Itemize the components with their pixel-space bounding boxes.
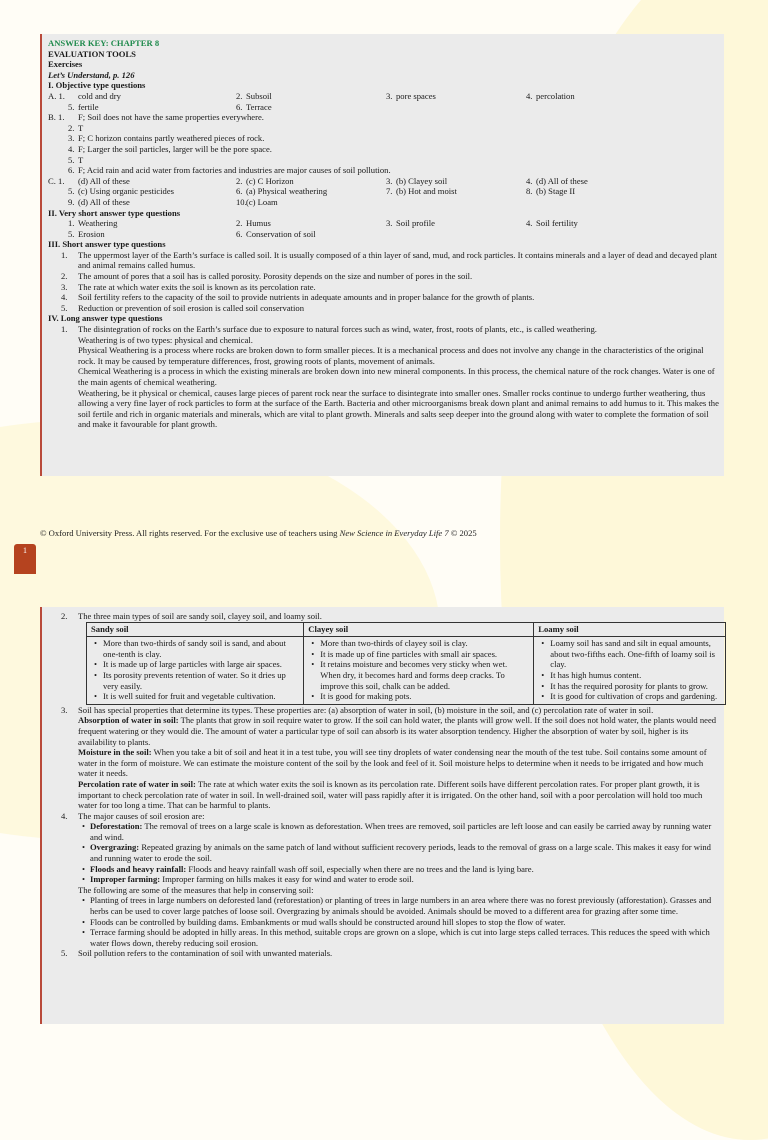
answer-text: Terrace — [246, 101, 272, 112]
answer-number: 8. — [526, 186, 533, 197]
long-answer-1 — [48, 324, 720, 430]
definition: Floods and heavy rainfall wash off soil, especially when there are no trees and the land is lying bare. — [186, 863, 534, 874]
answer-text: (a) Physical weathering — [246, 186, 328, 197]
list-number: 1. — [61, 324, 68, 335]
list-item — [48, 821, 720, 842]
definition: Improper farming on hills makes it easy for wind and water to erode soil. — [160, 874, 414, 885]
answer-text: (c) Loam — [246, 196, 278, 207]
answer-number: 2. — [68, 122, 75, 133]
answer-text: Conservation of soil — [246, 228, 316, 239]
answer-text: The rate at which water exits the soil is known as its percolation rate. — [78, 281, 316, 292]
column-header: Loamy soil — [534, 622, 726, 637]
answer-text: pore spaces — [396, 90, 436, 101]
definition: The rate at which water exits the soil is known as its percolation rate. Different soils have different percolation rates. For proper plant growth, it is important to check percolation rate of water in soil. In well-drained soil, water will pass rapidly after it is irrigated. On the other hand, soil with a poor percolation will hold too much water for too long a time. That can be harmful to plants. — [78, 778, 703, 811]
paragraph: Weathering, be it physical or chemical, causes large pieces of parent rock near the surface to disintegrate into smaller ones. Smaller rocks continue to undergo further weathering, thus allowing a very fine layer of rock particles to form at the surface of the Earth. Bacteria and other microorganisms break down plant and animal remains to add humus to it. This makes the soil fertile and rich in organic materials and minerals, which are vital to plant growth. Minerals and salts seep deeper into the ground along with water to complete the formation of soil and make it favourable for plant growth. — [78, 387, 719, 430]
paragraph: The following are some of the measures that help in conserving soil: — [78, 884, 314, 895]
term: Floods and heavy rainfall: — [90, 863, 187, 874]
answer-number: 3. — [68, 133, 75, 144]
objective-b-answers — [48, 112, 720, 176]
answer-number: 5. — [68, 228, 75, 239]
list-item: • More than two-thirds of sandy soil is sand, and about one-tenth is clay. — [91, 638, 299, 659]
answer-number: 5. — [68, 154, 75, 165]
term: Improper farming: — [90, 874, 161, 885]
answer-text: percolation — [536, 90, 575, 101]
list-item — [48, 282, 720, 293]
table-header-row — [87, 622, 726, 637]
answer-text: (b) Stage II — [536, 186, 576, 197]
answer-row — [48, 133, 720, 144]
answer-row — [48, 123, 720, 134]
answer-row — [48, 197, 720, 208]
column-header: Clayey soil — [304, 622, 534, 637]
answer-row — [48, 144, 720, 155]
answer-number: 4. — [68, 143, 75, 154]
list-item — [48, 271, 720, 282]
term: Percolation rate of water in soil: — [78, 778, 196, 789]
paragraph — [78, 715, 720, 747]
list-item — [48, 864, 720, 875]
answer-number: 9. — [68, 196, 75, 207]
answer-row — [48, 176, 720, 187]
list-number: 1. — [61, 249, 68, 260]
answer-text: Soil fertility refers to the capacity of the soil to provide nutrients in adequate amounts and in proper balance for the growth of plants. — [78, 292, 535, 303]
list-item: • It retains moisture and becomes very sticky when wet. When dry, it becomes hard and forms deep cracks. To improve this soil, chalk can be added. — [308, 659, 529, 691]
answer-number: 6. — [68, 165, 75, 176]
answer-number: B. 1. — [48, 112, 65, 123]
list-item — [48, 292, 720, 303]
answer-text: (b) Clayey soil — [396, 175, 448, 186]
copyright-year: © 2025 — [448, 528, 477, 538]
answer-number: C. 1. — [48, 175, 65, 186]
objective-title: I. Objective type questions — [48, 80, 146, 91]
paragraph: Chemical Weathering is a process in which the existing minerals are broken down into new mineral components. In this process, the chemical nature of the rock changes. Water is one of the main agents of chemical weathering. — [78, 366, 715, 387]
lets-understand-label: Let’s Understand, p. 126 — [48, 69, 135, 80]
definition: When you take a bit of soil and heat it in a test tube, you will see tiny droplets of water condensing near the mouth of the test tube. Soil contains some amount of water in the form of moisture. We can estimate the moisture content of the soil by the look and feel of it. Soil moisture helps to determine when it needs to be irrigated and how much water it needs. — [78, 747, 707, 779]
list-number: 2. — [61, 611, 68, 621]
table-row — [87, 637, 726, 705]
list-item: • It is made up of fine particles with small air spaces. — [308, 649, 529, 660]
exercises-label: Exercises — [48, 59, 83, 70]
answer-text: (c) C Horizon — [246, 175, 294, 186]
answer-number: 4. — [526, 175, 533, 186]
answer-row — [48, 155, 720, 166]
answer-text: Reduction or prevention of soil erosion is called soil conservation — [78, 302, 305, 313]
chapter-heading: ANSWER KEY: CHAPTER 8 — [48, 38, 160, 48]
list-item: • Its porosity prevents retention of water. So it dries up very easily. — [91, 670, 299, 691]
answer-row — [48, 102, 720, 113]
very-short-title: II. Very short answer type questions — [48, 207, 181, 218]
answer-text: F; Soil does not have the same properties everywhere. — [78, 112, 264, 123]
copyright-text: © Oxford University Press. All rights reserved. For the exclusive use of teachers using — [40, 528, 340, 538]
list-item: • It has high humus content. — [538, 670, 721, 681]
answer-text: T — [78, 154, 84, 165]
list-item: • Floods can be controlled by building dams. Embankments or mud walls should be constructed around hill slopes to stop the flow of water. — [48, 917, 720, 928]
paragraph: The major causes of soil erosion are: — [78, 810, 205, 821]
list-item: • It is good for cultivation of crops and gardening. — [538, 691, 721, 702]
list-number: 2. — [61, 271, 68, 282]
answer-number: 3. — [386, 218, 393, 229]
table-cell — [534, 637, 726, 705]
list-item: • Terrace farming should be adopted in hilly areas. In this method, suitable crops are grown on a slope, which is cut into large steps called terraces. This reduces the speed with which water flows down, thereby reducing soil erosion. — [48, 927, 720, 948]
answer-number: 2. — [236, 218, 243, 229]
column-header: Sandy soil — [87, 622, 304, 637]
answer-key-page-1 — [40, 34, 724, 476]
objective-a-answers — [48, 91, 720, 112]
answer-row — [48, 229, 720, 240]
answer-number: 10. — [236, 196, 247, 207]
long-answer-3 — [48, 705, 720, 811]
answer-number: 6. — [236, 186, 243, 197]
answer-text: (d) All of these — [78, 175, 130, 186]
very-short-answers — [48, 218, 720, 239]
answer-text: (d) All of these — [78, 196, 130, 207]
section-heading: EVALUATION TOOLS — [48, 48, 136, 59]
definition: The plants that grow in soil require water to grow. If the soil can hold water, the plants will grow well. If the soil does not hold water, the plants would need frequent watering or they would die. The amount of water a particular type of soil can absorb is its water absorption tendency. Higher the absorption of water by soil, higher is its availability to plants. — [78, 715, 717, 747]
long-answer-5 — [48, 948, 720, 959]
answer-text: Erosion — [78, 228, 105, 239]
table-cell — [87, 637, 304, 705]
list-item: • It is made up of large particles with large air spaces. — [91, 659, 299, 670]
list-number: 4. — [61, 810, 68, 821]
list-item: • Planting of trees in large numbers on deforested land (reforestation) or planting of trees in large numbers in an area where there was no forest previously (afforestation). Grasses and herbs can be used to cover large patches of loose soil. Overgrazing by animals should be avoided. Animals should be moved to a different area for grazing after some time. — [48, 895, 720, 916]
answer-number: 6. — [236, 101, 243, 112]
term: Deforestation: — [90, 821, 143, 832]
list-item — [48, 250, 720, 271]
answer-text: Humus — [246, 218, 271, 229]
answer-text: (b) Hot and moist — [396, 186, 457, 197]
answer-number: 4. — [526, 218, 533, 229]
answer-number: 4. — [526, 90, 533, 101]
list-item: • It is good for making pots. — [308, 691, 529, 702]
answer-number: 3. — [386, 175, 393, 186]
list-number: 3. — [61, 704, 68, 715]
list-item — [48, 874, 720, 885]
answer-row — [48, 112, 720, 123]
answer-text: (d) All of these — [536, 175, 588, 186]
answer-number: 3. — [386, 90, 393, 101]
paragraph: Physical Weathering is a process where rocks are broken down to form smaller pieces. It is a mechanical process and does not involve any change in the characteristics of the original rock. It may be caused by temperature differences, frost, growing roots of plants, movement of animals. — [78, 345, 704, 366]
book-title: New Science in Everyday Life 7 — [339, 528, 449, 538]
list-item: • Loamy soil has sand and silt in equal amounts, about two-fifths each. One-fifth of loamy soil is clay. — [538, 638, 721, 670]
long-title: IV. Long answer type questions — [48, 313, 163, 324]
page-number-tab — [14, 544, 36, 574]
definition: The removal of trees on a large scale is known as deforestation. When trees are removed, soil particles are left loose and can easily be carried away by running water and wind. — [90, 821, 712, 842]
answer-row — [48, 218, 720, 229]
answer-text: F; Acid rain and acid water from factories and industries are major causes of soil pollution. — [78, 165, 391, 176]
answer-text: cold and dry — [78, 90, 121, 101]
answer-number: 6. — [236, 228, 243, 239]
list-item: • More than two-thirds of clayey soil is clay. — [308, 638, 529, 649]
list-number: 4. — [61, 292, 68, 303]
list-number: 5. — [61, 948, 68, 959]
answer-number: 2. — [236, 175, 243, 186]
list-number: 5. — [61, 302, 68, 313]
list-number: 3. — [61, 281, 68, 292]
answer-text: The amount of pores that a soil has is called porosity. Porosity depends on the size and number of pores in the soil. — [78, 271, 473, 282]
answer-key-page-2 — [40, 607, 724, 1024]
term: Overgrazing: — [90, 842, 140, 853]
answer-text: T — [78, 122, 84, 133]
answer-text: Soil fertility — [536, 218, 578, 229]
objective-c-answers — [48, 176, 720, 208]
short-title: III. Short answer type questions — [48, 239, 166, 250]
answer-number: 1. — [68, 218, 75, 229]
soil-types-table — [86, 622, 726, 705]
paragraph: Soil pollution refers to the contamination of soil with unwanted materials. — [78, 948, 333, 959]
paragraph: The three main types of soil are sandy soil, clayey soil, and loamy soil. — [78, 611, 322, 621]
term: Absorption of water in soil: — [78, 715, 179, 726]
answer-text: Soil profile — [396, 218, 435, 229]
answer-row — [48, 186, 720, 197]
answer-number: 5. — [68, 186, 75, 197]
answer-text: fertile — [78, 101, 99, 112]
answer-text: (c) Using organic pesticides — [78, 186, 175, 197]
answer-row — [48, 165, 720, 176]
paragraph — [78, 747, 720, 779]
answer-text: Weathering — [78, 218, 118, 229]
list-item: • It is well suited for fruit and vegetable cultivation. — [91, 691, 299, 702]
copyright-footer — [40, 528, 477, 538]
table-cell — [304, 637, 534, 705]
long-answer-2 — [48, 611, 720, 622]
answer-number: 5. — [68, 101, 75, 112]
answer-row — [48, 91, 720, 102]
answer-number: 7. — [386, 186, 393, 197]
answer-number: A. 1. — [48, 90, 65, 101]
term: Moisture in the soil: — [78, 747, 152, 758]
list-item: • It has the required porosity for plants to grow. — [538, 681, 721, 692]
answer-text: F; Larger the soil particles, larger will be the pore space. — [78, 143, 272, 154]
answer-number: 2. — [236, 90, 243, 101]
answer-text: F; C horizon contains partly weathered pieces of rock. — [78, 133, 265, 144]
answer-text: Subsoil — [246, 90, 272, 101]
paragraph: Weathering is of two types: physical and chemical. — [78, 334, 253, 345]
paragraph: The disintegration of rocks on the Earth’s surface due to exposure to natural forces such as wind, water, frost, roots of plants, etc., is called weathering. — [78, 324, 597, 335]
list-item — [48, 842, 720, 863]
list-item — [48, 303, 720, 314]
paragraph — [78, 779, 720, 811]
long-answer-4 — [48, 811, 720, 822]
answer-text: The uppermost layer of the Earth’s surface is called soil. It is usually composed of a thin layer of sand, mud, and rock particles. It contains minerals and a layer of dead and decayed plant and animal remains called humus. — [78, 249, 718, 271]
paragraph: Soil has special properties that determine its types. These properties are: (a) absorption of water in soil, (b) moisture in the soil, and (c) percolation rate of water in soil. — [78, 704, 654, 715]
short-answers — [48, 250, 720, 314]
definition: Repeated grazing by animals on the same patch of land without sufficient recovery periods, leads to the removal of grass on a large scale. This makes it easy for wind and running water to erode the soil. — [90, 842, 711, 864]
page-number: 1 — [23, 546, 27, 555]
